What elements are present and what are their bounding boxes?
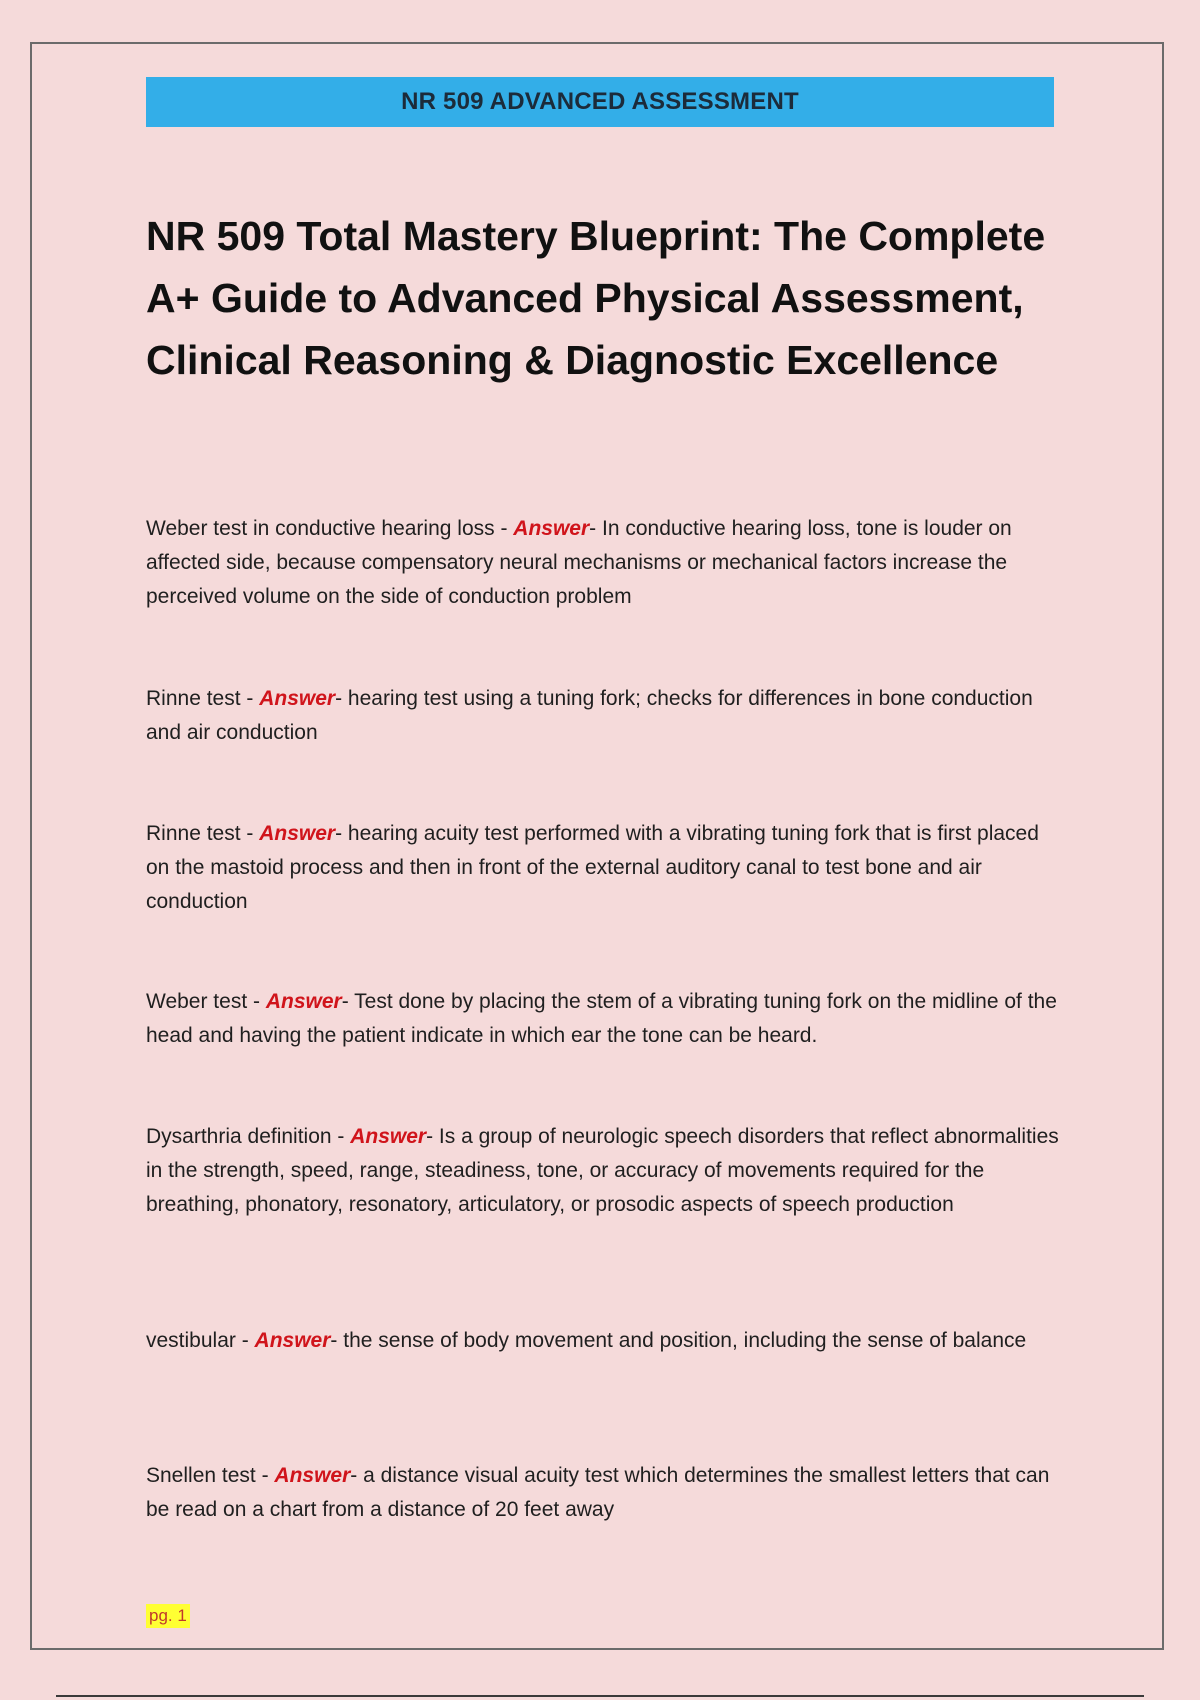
header-banner: NR 509 ADVANCED ASSESSMENT: [146, 77, 1054, 127]
qa-term: Rinne test -: [146, 822, 260, 845]
answer-label: Answer: [274, 1464, 351, 1487]
qa-item: [146, 1120, 1066, 1222]
qa-term: vestibular -: [146, 1329, 255, 1352]
qa-term: Weber test -: [146, 990, 266, 1013]
answer-label: Answer: [350, 1125, 427, 1148]
qa-item: [146, 817, 1066, 919]
answer-label: Answer: [259, 822, 336, 845]
qa-definition: - Is a group of neurologic speech disorders that reflect abnormalities in the strength, speed, range, steadiness, tone, or accuracy of movements required for the breathing, phonatory, resonatory, articulatory, or prosodic aspects of speech production: [146, 1125, 1059, 1216]
qa-item: [146, 1324, 1066, 1358]
qa-item: [146, 512, 1066, 614]
qa-term: Dysarthria definition -: [146, 1125, 351, 1148]
answer-label: Answer: [259, 687, 336, 710]
qa-item: [146, 985, 1066, 1053]
document-title: NR 509 Total Mastery Blueprint: The Complete A+ Guide to Advanced Physical Assessment, Clinical Reasoning & Diagnostic Excellence: [146, 213, 1046, 383]
qa-definition: - Test done by placing the stem of a vibrating tuning fork on the midline of the head and having the patient indicate in which ear the tone can be heard.: [146, 990, 1057, 1047]
qa-definition: - a distance visual acuity test which determines the smallest letters that can be read on a chart from a distance of 20 feet away: [146, 1464, 1050, 1521]
answer-label: Answer: [254, 1329, 331, 1352]
page-number: pg. 1: [146, 1604, 190, 1628]
qa-definition: - the sense of body movement and position, including the sense of balance: [330, 1329, 1027, 1352]
qa-item: [146, 682, 1066, 750]
qa-item: [146, 1459, 1066, 1527]
qa-term: Weber test in conductive hearing loss -: [146, 517, 514, 540]
answer-label: Answer: [513, 517, 590, 540]
qa-term: Rinne test -: [146, 687, 260, 710]
answer-label: Answer: [265, 990, 342, 1013]
qa-term: Snellen test -: [146, 1464, 275, 1487]
qa-definition: - hearing test using a tuning fork; checks for differences in bone conduction and air conduction: [146, 687, 1033, 744]
qa-definition: - hearing acuity test performed with a vibrating tuning fork that is first placed on the mastoid process and then in front of the external auditory canal to test bone and air conduction: [146, 822, 1039, 913]
qa-definition: - In conductive hearing loss, tone is louder on affected side, because compensatory neural mechanisms or mechanical factors increase the perceived volume on the side of conduction problem: [146, 517, 1012, 608]
bottom-rule: [56, 1695, 1144, 1697]
